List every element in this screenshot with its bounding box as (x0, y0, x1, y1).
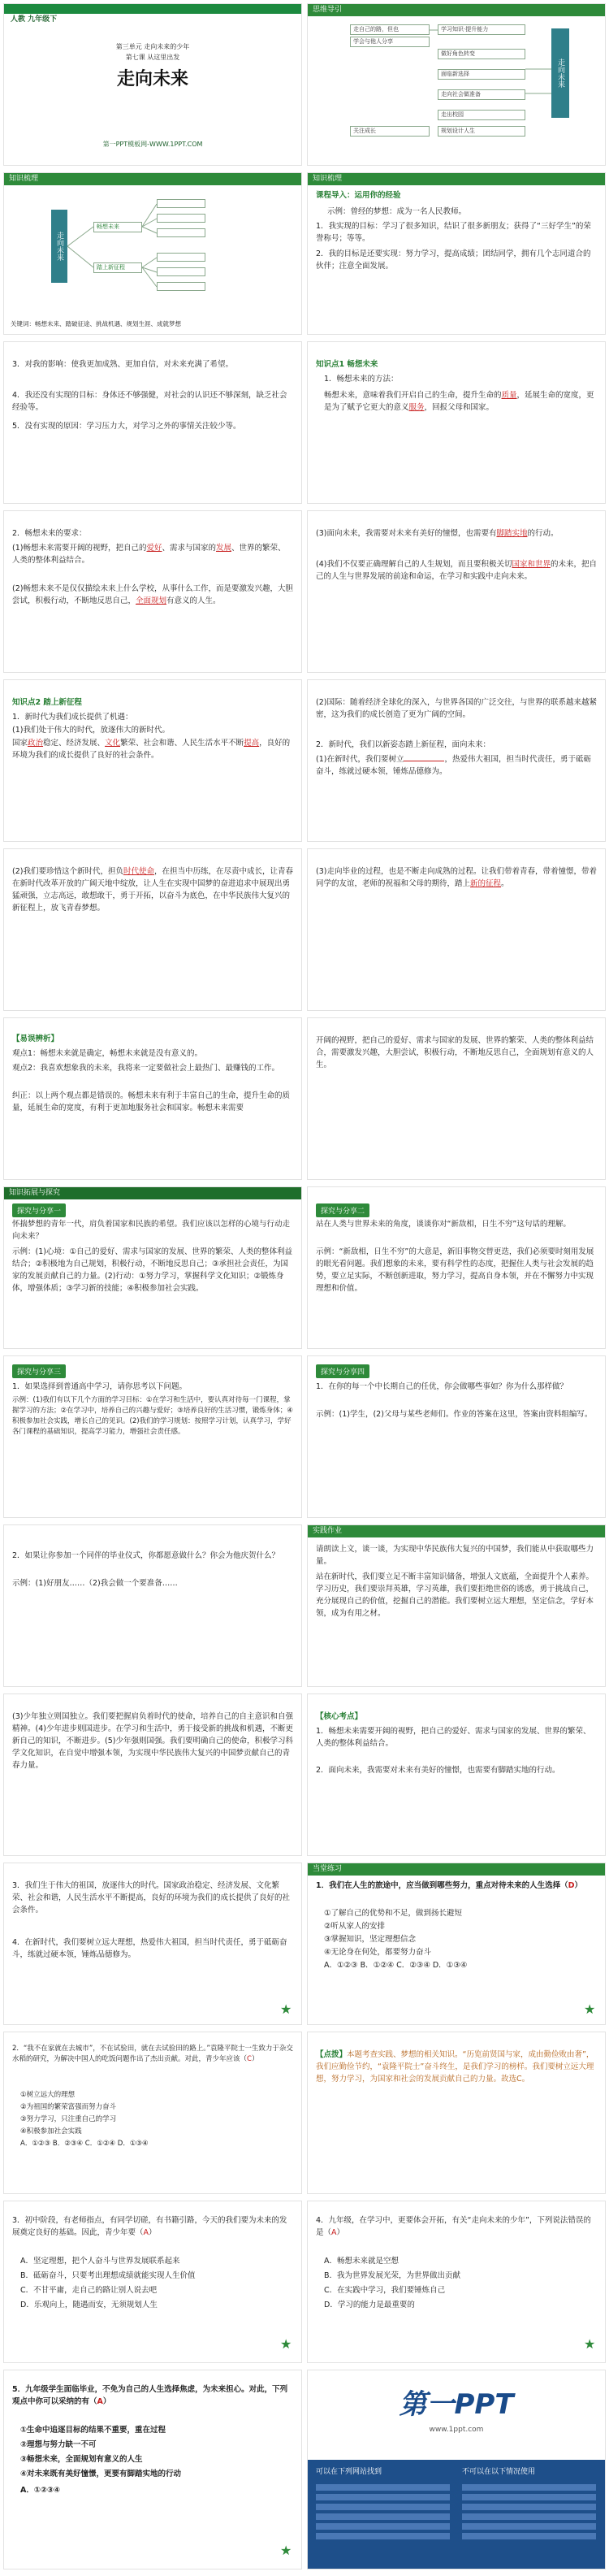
text-line: 4．在新时代，我们要树立远大理想，热爱伟大祖国，担当时代责任，勇于砥砺奋斗，练就过硬本领，锤炼品德修为。 (12, 1938, 287, 1959)
slide-point2 (3, 679, 302, 842)
text-line: (3)少年独立则国独立。我们要把握肩负着时代的使命，培养自己的自主意识和自强精神。(4)少年进步则国进步。在学习和生活中，勇于接受新的挑战和机遇，不断更新自己的知识，不断进步。(5)少年强则国强。我们要明确自己的使命，积极学习科学文化知识，在自觉中增强本领，为实现中华民族伟大复兴的中国梦贡献自己的青春力量。 (12, 1712, 293, 1770)
answer-blank: 爱好 (146, 544, 162, 553)
slide-new-era (307, 679, 606, 842)
section-heading: 知识点2 踏上新征程 (12, 698, 82, 707)
text-line: 示例：(1)学生，(2)父母与某些老师们。作业的答案在这里，答案由资料组编写。 (316, 1410, 593, 1419)
brand-logo-area (308, 2370, 605, 2460)
text-line: 怀揣梦想的青年一代，肩负着国家和民族的希望。我们应该以怎样的心境与行动走向未来？ (12, 1220, 291, 1241)
brand-col1-title: 可以在下列网站找到 (316, 2468, 382, 2476)
mm-branch: 踏上新征程 (93, 262, 142, 273)
text-line: 站在人类与世界未来的角度，谈谈你对“新敌相，日生不穷”这句话的理解。 (316, 1220, 571, 1229)
question-stem: 2．“我不在家就在去城市”，不在试验田，就在去试验田的路上。”袁隆平院士一生致力于杂交水稻的研究，为解决中国人的吃饭问题作出了杰出贡献。对此，青少年应该（C） (12, 2045, 293, 2063)
mm-lines (308, 4, 606, 166)
slide-intro (307, 172, 606, 335)
text-paragraph: (3)走向毕业的过程，也是不断走向成熟的过程。让我们带着青春，带着憧憬，带着同学的友谊，老师的祝福和父母的期待，踏上新的征程。 (316, 867, 597, 888)
brand-site: www.1ppt.com (429, 2426, 484, 2434)
text-line: 示例：(1)心境：①自己的爱好、需求与国家的发展、世界的繁荣、人类的整体利益结合；②积极地为自己规划，积极行动，不断地反思自己；③承担社会责任，为国家的发展贡献自己的力量。(2)行动：①努力学习，掌握科学文化知识；②锻炼身体，增强体质；③学习新的技能；④积极参加社会实践。 (12, 1247, 292, 1293)
text-paragraph: (1)在新时代，我们要树立 ，热爱伟大祖国，担当时代责任，勇于砥砺奋斗，练就过硬本领，锤炼品德修为。 (316, 755, 591, 776)
mm-lines (4, 173, 302, 335)
text-line: 示例：“新敌相，日生不穷”的大意是，新旧事物交替更迭，我们必须要时刻用发展的眼光看问题。我们想象的未来，要有科学性的态度，把握住人类与社会发展的趋势，要立足实际，不断创新进取，努力学习，提高自身本领，并在不懈努力中实现理想和价值。 (316, 1247, 594, 1293)
answer-blank: 服务 (408, 403, 425, 412)
answer-blank: 文化 (105, 739, 121, 748)
brand-col1-list (316, 2481, 450, 2559)
answer-letter: D (568, 1881, 575, 1890)
answer-letter: C (247, 2055, 252, 2063)
text-line: (1)我们处于伟大的时代，放逐伟大的新时代。 (12, 726, 170, 735)
slide-explore3 (3, 1355, 302, 1518)
mm-node: 规划设计人生 (438, 126, 525, 137)
text-line: 站在新时代，我们要立足不断丰富知识储备，增强人文底蕴，全面提升个人素养。学习历史，我们要崇拜英雄，学习英雄，我们要拒绝世俗的诱惑，勇于挑战自己，充分展现自己的价值，挖掘自己的潜能。我们要树立远大理想，坚定信念，学好本领，成为有用之材。 (316, 1572, 594, 1618)
answer-letter: A (331, 2228, 337, 2237)
answer-blank: 全面规划 (136, 596, 167, 605)
slide-requirements-2 (307, 510, 606, 673)
slide-explore4 (307, 1355, 606, 1518)
question-stem: 5．九年级学生面临毕业，不免为自己的人生选择焦虑，为未来担心。对此，下列观点中你可以采纳的有（A） (12, 2385, 288, 2406)
cover-unit: 第三单元 走向未来的少年 (115, 43, 190, 50)
answer-blank: 质量 (501, 391, 517, 400)
question-stem: 4．九年级，在学习中，更要体会开拓，有关“走向未来的少年”，下列说法错误的是（A） (316, 2216, 591, 2237)
option: A．①②③ B．②③④ C．①②④ D．①③④ (20, 2140, 149, 2148)
option: ①生命中追逐目标的结果不重要，重在过程 (20, 2426, 166, 2435)
slide-core-points (307, 1693, 606, 1856)
option: A．①②③ B．①②④ C．②③④ D．①③④ (324, 1961, 468, 1970)
slide-practice (307, 1524, 606, 1687)
answer-blank: 时代使命 (123, 867, 154, 876)
star-icon: ★ (280, 2543, 292, 2558)
slide-mission (3, 848, 302, 1011)
option: ①树立远大的理想 (20, 2091, 76, 2099)
text-paragraph: (3)面向未来，我需要对未来有美好的憧憬，也需要有脚踏实地的行动。 (316, 529, 559, 538)
answer-letter: A (143, 2228, 149, 2237)
option: ④对未来既有美好憧憬，更要有脚踏实地的行动 (20, 2470, 182, 2478)
section-badge: 探究与分享四 (316, 1364, 369, 1378)
mm-core: 走向未来 (51, 210, 67, 283)
text-paragraph: 国家政治稳定、经济发展、文化繁荣、社会和谐、人民生活水平不断提高，良好的环境为我们的成长提供了良好的社会条件。 (12, 739, 291, 760)
mm-node: 走自己的路，但也 (350, 24, 430, 35)
tab-label: 知识梳理 (4, 173, 301, 185)
slide-ceremony (3, 1524, 302, 1687)
text-line: 1．如果选择到普通高中学习，请你思考以下问题。 (12, 1382, 188, 1391)
question-stem: 1．我们在人生的旅途中，应当做到哪些努力，重点对待未来的人生选择（D） (316, 1881, 583, 1890)
slide-explore1 (3, 1186, 302, 1349)
section-heading: 【点拨】 (316, 2050, 348, 2059)
option: ③掌握知识，坚定理想信念 (324, 1935, 417, 1944)
slide-misconception (3, 1017, 302, 1180)
option: ③努力学习，只注重自己的学习 (20, 2115, 117, 2123)
text-paragraph: (4)我们不仅要正确理解自己的人生规划，而且要积极关切国家和世界的未来，把自己的人生与世界发展的前途和命运，在学习和实践中走向未来。 (316, 560, 597, 581)
mm-node: 走向社会做准备 (438, 89, 525, 100)
mm-node: 关注成长 (350, 126, 430, 137)
cover-title: 走向未来 (116, 69, 188, 89)
section-heading: 知识点1 畅想未来 (316, 360, 378, 369)
answer-blank: 提高 (244, 739, 260, 748)
section-badge: 探究与分享三 (12, 1364, 66, 1378)
text-line: 1．在你的每一个中长期自己的任优，你会做哪些事如？你为什么那样做？ (316, 1382, 568, 1391)
answer-blank: 发展 (216, 544, 232, 553)
text-line: 2．我的目标是还要实现：努力学习，提高成绩；团结同学，拥有几个志同道合的伙伴；注意全面发展。 (316, 249, 591, 271)
slide-exercise2 (3, 2032, 302, 2194)
option: ②为祖国的繁荣富强而努力奋斗 (20, 2103, 117, 2111)
text-line: 2．新时代，我们以新姿态踏上新征程，面向未来： (316, 740, 491, 749)
tab-label: 知识梳理 (308, 173, 605, 185)
text-line: 5．没有实现的原因：学习压力大，对学习之外的事情关注较少等。 (12, 422, 241, 431)
option: ④无论身在何处，都要努力奋斗 (324, 1948, 432, 1957)
text-line: 2．面向未来，我需要对未来有美好的憧憬，也需要有脚踏实地的行动。 (316, 1766, 560, 1775)
section-heading: 【易误辨析】 (12, 1034, 59, 1043)
mm-node: 走出校园 (438, 110, 525, 120)
section-heading: 课程导入：运用你的经验 (316, 191, 401, 200)
text-line: 3．我们生于伟大的祖国，放逐伟大的时代。国家政治稳定、经济发展、文化繁荣、社会和谐，人民生活水平不断提高，良好的环境为我们的成长提供了良好的社会条件。 (12, 1881, 291, 1915)
text-paragraph: (2)畅想未来不是仅仅描绘未来上什么学校，从事什么工作，而是要激发兴趣，大胆尝试，积极行动，不断地反思自己，全面规划有意义的人生。 (12, 584, 293, 605)
slide-hint (307, 2032, 606, 2194)
cover-lesson: 第七课 从这里出发 (125, 54, 180, 61)
mm-node: 做好角色转变 (438, 49, 525, 59)
cover-site: 第一PPT模板网-WWW.1PPT.COM (102, 141, 203, 148)
text-line: 2．如果让你参加一个同伴的毕业仪式，你都愿意做什么？你会为他庆贺什么？ (12, 1551, 280, 1560)
slide-mindmap (307, 3, 606, 166)
option: B．砥砺奋斗，只要考出理想成绩就能实现人生价值 (20, 2271, 196, 2280)
star-icon: ★ (584, 2001, 596, 2017)
star-icon: ★ (584, 2336, 596, 2352)
text-line: 纠正：以上两个观点都是错误的。畅想未来有利于丰富自己的生命，提升生命的质量，延展生命的宽度，有利于更加地服务社会和国家。畅想未来需要 (12, 1091, 291, 1112)
slide-exercise3 (3, 2201, 302, 2363)
brand-col2-list (462, 2481, 596, 2559)
brand-col2-title: 不可以在以下情况使用 (462, 2468, 536, 2476)
text-paragraph: 畅想未来，意味着我们开启自己的生命，提升生命的质量，延展生命的宽度，更是为了赋予它更大的意义服务，回报父母和国家。 (324, 391, 594, 412)
option: B．我为世界发展光荣，为世界做出贡献 (324, 2271, 461, 2280)
text-line: 1．畅想未来的方法： (324, 375, 399, 384)
brand-logo: 第一PPT (399, 2388, 514, 2421)
text-line: 开阔的视野，把自己的爱好、需求与国家的发展、世界的繁荣、人类的整体利益结合，需要激发兴趣，大胆尝试，积极行动，不断地反思自己，全面规划有意义的人生。 (316, 1036, 594, 1069)
mm-core: 走向未来 (551, 28, 569, 118)
slide-misconception-2 (307, 1017, 606, 1180)
section-heading: 【核心考点】 (316, 1712, 363, 1721)
text-line: 2．畅想未来的要求： (12, 529, 87, 538)
option: D．乐观向上，随遇而安，无须规划人生 (20, 2301, 158, 2309)
tab-label: 实践作业 (308, 1525, 605, 1537)
slide-core-points-2 (3, 1863, 302, 2025)
option: D．学习的能力是最重要的 (324, 2301, 415, 2309)
text-line: (2)国际：随着经济全球化的深入，与世界各国的广泛交往，与世界的联系越来越紧密，这为我们的成长创造了更为广阔的空间。 (316, 698, 597, 719)
text-line: 观点1：畅想未来就是确定，畅想未来就是没有意义的。 (12, 1049, 203, 1058)
star-icon: ★ (280, 2001, 292, 2017)
answer-blank: 政治 (28, 739, 44, 748)
text-line: 请朗读上文，谈一谈，为实现中华民族伟大复兴的中国梦，我们能从中获取哪些力量。 (316, 1545, 594, 1566)
option: C．在实践中学习，我们要锤炼自己 (324, 2286, 446, 2295)
question-stem: 3．初中阶段，有老师指点，有同学切磋，有书籍引路，今天的我们要为未来的发展奠定良好的基础。因此，青少年要（A） (12, 2216, 287, 2237)
slide-exercise4 (307, 2201, 606, 2363)
slide-requirements (3, 510, 302, 673)
text-line: 1．我实现的目标：学习了很多知识，结识了很多新朋友；获得了“三好学生”的荣誉称号；等等。 (316, 222, 591, 243)
mm-node: 面临新选择 (438, 69, 525, 80)
slide-cover (3, 3, 302, 166)
section-badge: 探究与分享二 (316, 1203, 369, 1217)
answer-blank: 脚踏实地 (496, 529, 528, 538)
mm-node: 学会与他人分享 (350, 37, 430, 47)
text-line: 示例：(1)我们有以下几个方面的学习目标：①在学习和生活中，要认真对待每一门课程，掌握学习的方法；②在学习中，培养自己的兴趣与爱好；③培养良好的生活习惯，锻炼身体；④积极参加社会实践，增长自己的见识。(2)我们的学习规划：按照学习计划，认真学习，学好各门课程的基础知识，提高学习能力，增强社会责任感。 (12, 1396, 293, 1436)
answer-letter: A (97, 2397, 103, 2406)
text-line: 4．我还没有实现的目标：身体还不够强健，对社会的认识还不够深刻，缺乏社会经验等。 (12, 391, 287, 412)
cover-grade: 人教 九年级下 (11, 15, 58, 24)
slide-point1 (307, 341, 606, 504)
option: A．①②③④ (20, 2486, 61, 2495)
tab-label: 当堂练习 (308, 1863, 605, 1876)
text-line: 示例：(1)好朋友……（2)我会做一个要准备…… (12, 1579, 178, 1588)
option: ②理想与努力缺一不可 (20, 2440, 97, 2449)
text-line: 3．对我的影响：使我更加成熟、更加自信，对未来充满了希望。 (12, 360, 234, 369)
slide-exercise1 (307, 1863, 606, 2025)
mm-node: 学习知识·提升能力 (438, 24, 525, 35)
slide-brand (307, 2370, 606, 2569)
tab-label: 思维导引 (308, 4, 605, 16)
cover-top-bar (4, 4, 301, 14)
text-line: 1．新时代为我们成长提供了机遇： (12, 713, 133, 722)
slide-exercise5 (3, 2370, 302, 2569)
option: C．不甘平庸，走自己的路让别人说去吧 (20, 2286, 158, 2295)
slide-youth (3, 1693, 302, 1856)
text-line: 示例：曾经的梦想：成为一名人民教师。 (327, 207, 467, 216)
text-paragraph: (2)我们要珍惜这个新时代，担负时代使命，在担当中历练，在尽责中成长，让青春在新时代改革开放的广阔天地中绽放，让人生在实现中国梦的奋进追求中展现出勇猛顽强，立志高远，敢想敢干，勇于开拓，以奋斗为底色，在中华民族伟大复兴的新征程上，放飞青春梦想。 (12, 867, 293, 913)
keyword-line: 关键词：畅想未来、踏破征途、挑战机遇、规划生涯、成就梦想 (11, 320, 181, 327)
answer-blank: 国家和世界 (512, 560, 551, 569)
mm-branch: 畅想未来 (93, 222, 142, 232)
tab-label: 知识拓展与探究 (4, 1187, 301, 1199)
option: A．畅想未来就是空想 (324, 2257, 399, 2266)
slide-reflection (3, 341, 302, 504)
section-badge: 探究与分享一 (12, 1203, 66, 1217)
star-icon: ★ (280, 2336, 292, 2352)
slide-knowledge-map (3, 172, 302, 335)
text-paragraph: (1)畅想未来需要开阔的视野，把自己的爱好、需求与国家的发展、世界的繁荣、人类的整体利益结合。 (12, 544, 286, 565)
hint-paragraph: 【点拨】本题考查实践、梦想的相关知识。“历览前贤国与家，成由勤俭败由奢”，我们应勤俭节约，“袁隆平院士”奋斗终生，是我们学习的榜样。我们要树立远大理想，努力学习，为国家和社会的发展贡献自己的力量。故选C。 (316, 2050, 594, 2084)
option: A．坚定理想，把个人奋斗与世界发展联系起来 (20, 2257, 180, 2266)
answer-blank: 新的征程 (470, 879, 502, 888)
option: ①了解自己的优势和不足，做到扬长避短 (324, 1909, 463, 1918)
option: ③畅想未来，全面规划有意义的人生 (20, 2455, 143, 2464)
option: ④积极参加社会实践 (20, 2127, 82, 2136)
slide-graduation (307, 848, 606, 1011)
slide-explore2 (307, 1186, 606, 1349)
text-line: 观点2：我喜欢想象我的未来，我将来一定要做社会上最热门、最赚钱的工作。 (12, 1064, 280, 1073)
text-line: 1．畅想未来需要开阔的视野，把自己的爱好、需求与国家的发展、世界的繁荣、人类的整体利益结合。 (316, 1727, 591, 1748)
option: ②听从家人的安排 (324, 1922, 386, 1931)
